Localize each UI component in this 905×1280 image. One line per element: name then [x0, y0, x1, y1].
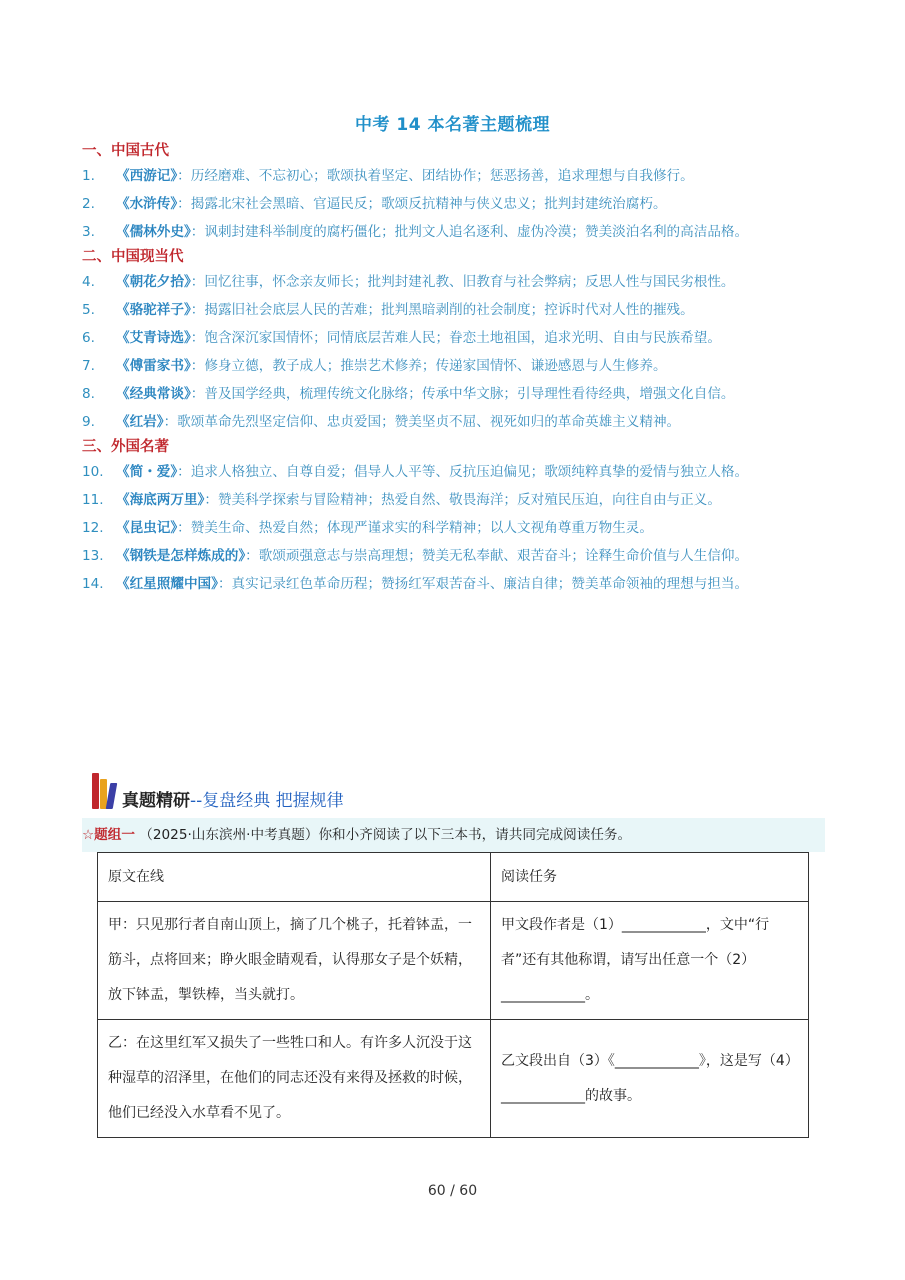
book-title: 《朝花夕拾》 [116, 274, 191, 290]
question-group-bar [82, 818, 825, 852]
book-theme: ：歌颂革命先烈坚定信仰、忠贞爱国；赞美坚贞不屈、视死如归的革命英雄主义精神。 [163, 414, 681, 430]
question-label: ☆题组一 [82, 827, 135, 843]
book-title: 《红星照耀中国》 [116, 576, 218, 592]
book-title: 《傅雷家书》 [116, 358, 191, 374]
list-item [82, 486, 827, 514]
list-item [82, 458, 827, 486]
header-original-text: 原文在线 [98, 853, 491, 902]
book-title: 《儒林外史》 [116, 224, 191, 240]
book-title: 《西游记》 [116, 168, 178, 184]
book-theme: ：揭露北宋社会黑暗、官逼民反；歌颂反抗精神与侠义忠义；批判封建统治腐朽。 [177, 196, 667, 212]
table-row [98, 902, 809, 1020]
item-number: 7. [82, 358, 95, 374]
book-title: 《骆驼祥子》 [116, 302, 191, 318]
books-icon [92, 773, 120, 809]
banner-title [122, 786, 344, 811]
list-item [82, 542, 827, 570]
item-number: 6. [82, 330, 95, 346]
list-item [82, 296, 827, 324]
book-title: 《昆虫记》 [116, 520, 178, 536]
item-number: 13. [82, 548, 104, 564]
book-title: 《艾青诗选》 [116, 330, 191, 346]
book-title: 《钢铁是怎样炼成的》 [116, 548, 246, 564]
book-theme: ：歌颂顽强意志与崇高理想；赞美无私奉献、艰苦奋斗；诠释生命价值与人生信仰。 [245, 548, 749, 564]
header-reading-task: 阅读任务 [491, 853, 809, 902]
list-item [82, 324, 827, 352]
table-row [98, 1020, 809, 1138]
book-theme: ：赞美科学探索与冒险精神；热爱自然、敬畏海洋；反对殖民压迫，向往自由与正义。 [204, 492, 721, 508]
book-theme: ：揭露旧社会底层人民的苦难；批判黑暗剥削的社会制度；控诉时代对人性的摧残。 [190, 302, 694, 318]
list-item [82, 408, 827, 436]
item-number: 2. [82, 196, 95, 212]
item-number: 12. [82, 520, 104, 536]
book-theme: ：普及国学经典，梳理传统文化脉络；传承中华文脉；引导理性看待经典，增强文化自信。 [190, 386, 735, 402]
book-theme: ：饱含深沉家国情怀；同情底层苦难人民；眷恋土地祖国，追求光明、自由与民族希望。 [190, 330, 721, 346]
item-number: 1. [82, 168, 95, 184]
book-title: 《海底两万里》 [116, 492, 205, 508]
item-number: 3. [82, 224, 95, 240]
banner-main: 真题精研 [122, 791, 190, 811]
book-theme: ：讽刺封建科举制度的腐朽僵化；批判文人追名逐利、虚伪冷漠；赞美淡泊名利的高洁品格。 [190, 224, 749, 240]
page-number: 60 / 60 [427, 1183, 478, 1199]
list-item [82, 514, 827, 542]
item-number: 4. [82, 274, 95, 290]
section-heading: 一、中国古代 [82, 143, 169, 159]
item-number: 11. [82, 492, 104, 508]
reading-task-table [97, 852, 809, 1138]
list-item [82, 380, 827, 408]
item-number: 8. [82, 386, 95, 402]
page-title: 中考 14 本名著主题梳理 [355, 115, 550, 135]
list-item [82, 352, 827, 380]
book-theme: ：历经磨难、不忘初心；歌颂执着坚定、团结协作；惩恶扬善，追求理想与自我修行。 [177, 168, 694, 184]
item-number: 9. [82, 414, 95, 430]
original-text-cell: 甲：只见那行者自南山顶上，摘了几个桃子，托着钵盂，一筋斗，点将回来；睁火眼金睛观看，认得那女子是个妖精，放下钵盂，掣铁棒，当头就打。 [98, 902, 491, 1020]
book-title: 《红岩》 [116, 414, 164, 430]
section-banner [88, 770, 828, 816]
question-text: （2025·山东滨州·中考真题）你和小齐阅读了以下三本书，请共同完成阅读任务。 [134, 827, 632, 843]
item-number: 10. [82, 464, 104, 480]
theme-list [82, 140, 827, 598]
book-theme: ：修身立德，教子成人；推崇艺术修养；传递家国情怀、谦逊感恩与人生修养。 [190, 358, 667, 374]
book-title: 《简・爱》 [116, 464, 178, 480]
original-text-cell: 乙：在这里红军又损失了一些牲口和人。有许多人沉没于这种湿草的沼泽里，在他们的同志还没有来得及拯救的时候，他们已经没入水草看不见了。 [98, 1020, 491, 1138]
list-item [82, 218, 827, 246]
book-theme: ：赞美生命、热爱自然；体现严谨求实的科学精神；以人文视角尊重万物生灵。 [177, 520, 653, 536]
list-item [82, 190, 827, 218]
book-title: 《经典常谈》 [116, 386, 191, 402]
item-number: 5. [82, 302, 95, 318]
book-theme: ：追求人格独立、自尊自爱；倡导人人平等、反抗压迫偏见；歌颂纯粹真挚的爱情与独立人格。 [177, 464, 749, 480]
item-number: 14. [82, 576, 104, 592]
reading-task-cell: 乙文段出自（3）《____________》，这是写（4）____________的故事。 [491, 1020, 809, 1138]
list-item [82, 162, 827, 190]
section-heading: 三、外国名著 [82, 439, 169, 455]
reading-task-cell: 甲文段作者是（1）____________，文中“行者”还有其他称谓，请写出任意一个（2）____________。 [491, 902, 809, 1020]
table-header-row [98, 853, 809, 902]
book-title: 《水浒传》 [116, 196, 178, 212]
banner-subtitle: --复盘经典 把握规律 [190, 791, 344, 811]
list-item [82, 268, 827, 296]
book-theme: ：真实记录红色革命历程；赞扬红军艰苦奋斗、廉洁自律；赞美革命领袖的理想与担当。 [217, 576, 749, 592]
section-heading: 二、中国现当代 [82, 249, 184, 265]
book-theme: ：回忆往事，怀念亲友师长；批判封建礼教、旧教育与社会弊病；反思人性与国民劣根性。 [190, 274, 735, 290]
list-item [82, 570, 827, 598]
